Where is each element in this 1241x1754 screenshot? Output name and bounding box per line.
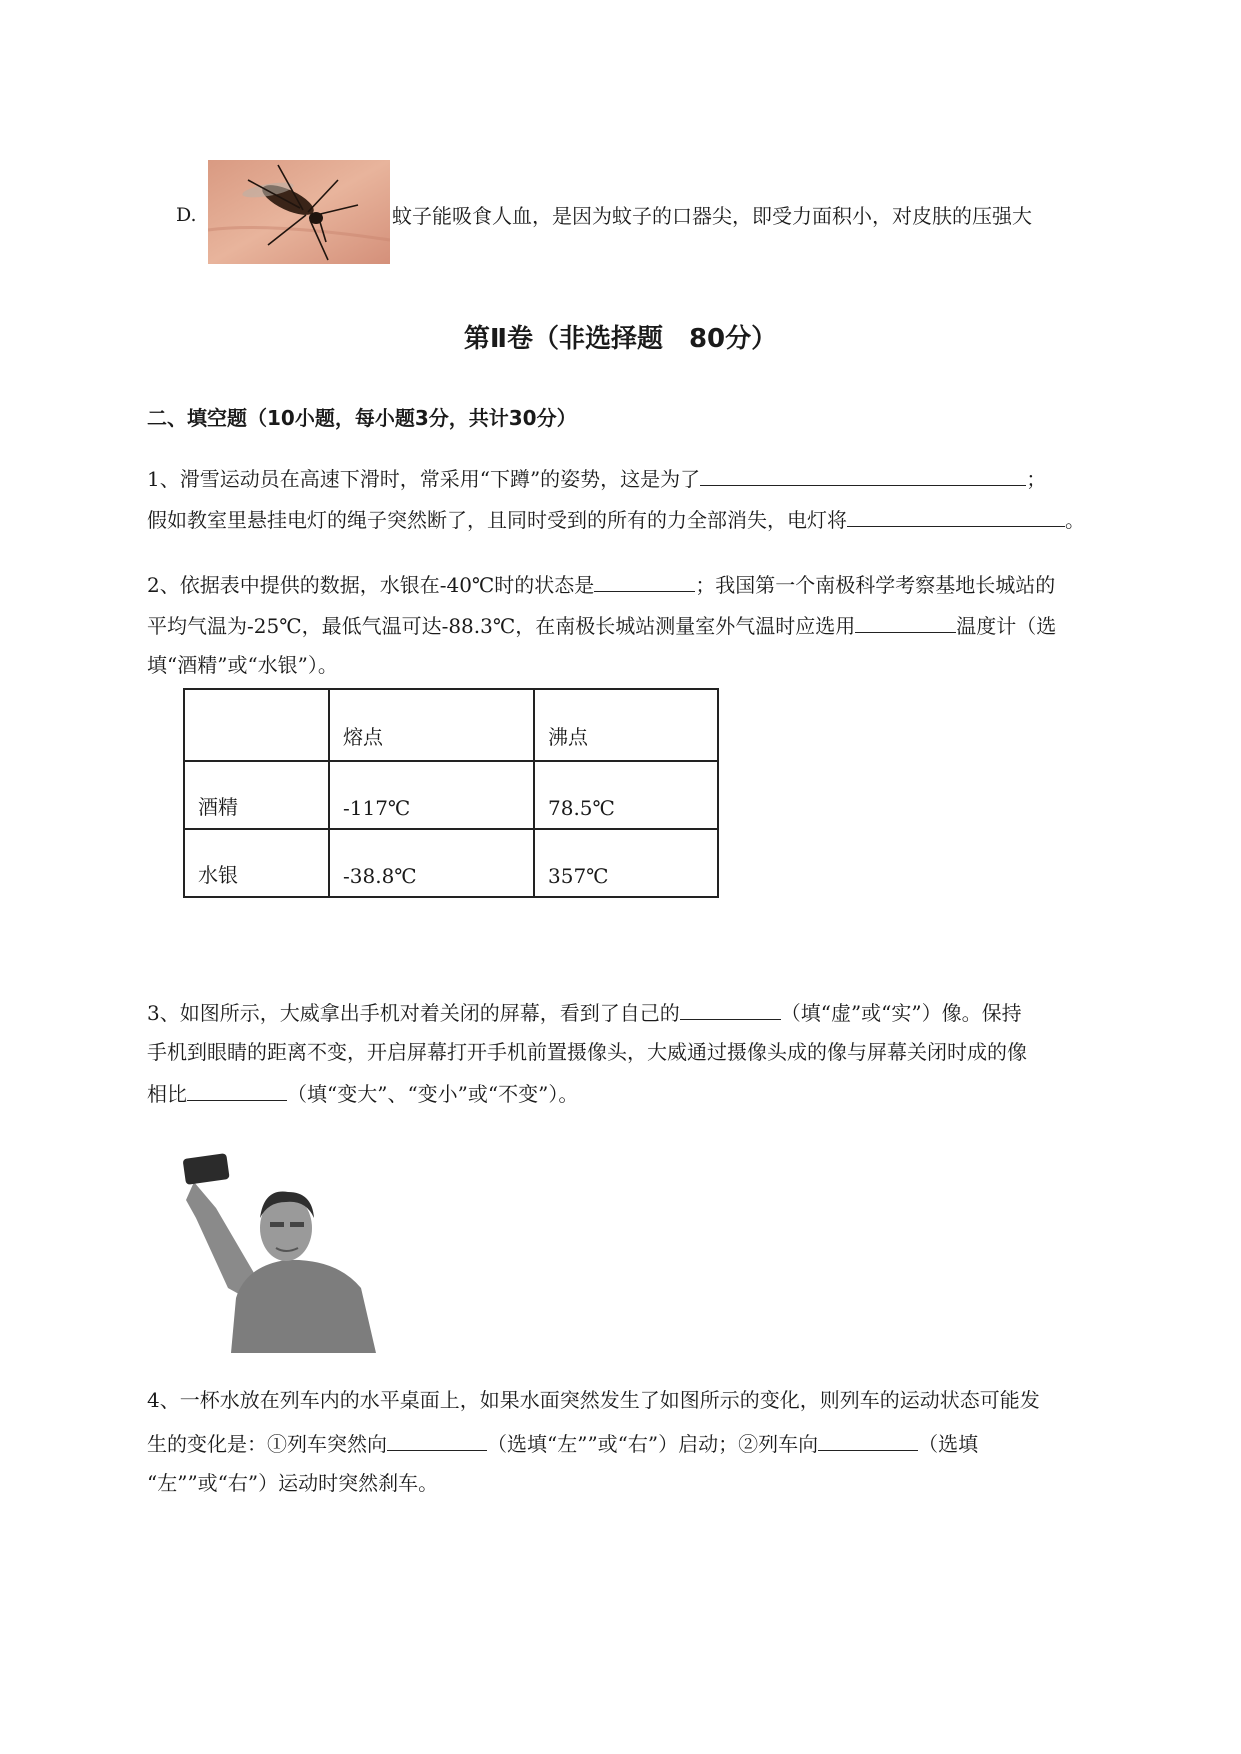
answer-blank[interactable] bbox=[855, 610, 956, 633]
question-4-line-3: “左””或“右”）运动时突然刹车。 bbox=[147, 1471, 439, 1495]
part2-title: 第Ⅱ卷（非选择题 80分） bbox=[463, 324, 778, 354]
temperature-table bbox=[183, 688, 719, 898]
question-2-line-3: 填“酒精”或“水银”）。 bbox=[147, 653, 338, 677]
answer-blank[interactable] bbox=[187, 1078, 287, 1101]
table-cell: -117℃ bbox=[329, 761, 534, 829]
answer-blank[interactable] bbox=[680, 997, 781, 1020]
question-3-line-2: 手机到眼睛的距离不变，开启屏幕打开手机前置摄像头，大威通过摄像头成的像与屏幕关闭时成的像 bbox=[147, 1040, 1027, 1064]
table-cell: 78.5℃ bbox=[534, 761, 718, 829]
mosquito-image bbox=[208, 160, 390, 264]
question-3-line-3: 相比 （填“变大”、“变小”或“不变”）。 bbox=[147, 1078, 578, 1109]
answer-blank[interactable] bbox=[387, 1428, 487, 1451]
answer-blank[interactable] bbox=[700, 463, 1026, 486]
answer-blank[interactable] bbox=[847, 504, 1065, 527]
option-d-label: D. bbox=[176, 204, 197, 226]
table-cell bbox=[184, 689, 329, 761]
table-cell: 水银 bbox=[184, 829, 329, 897]
table-cell: 熔点 bbox=[329, 689, 534, 761]
question-3-line-1: 3、如图所示，大威拿出手机对着关闭的屏幕，看到了自己的 （填“虚”或“实”）像。保持 bbox=[147, 997, 1022, 1028]
question-4-line-1: 4、一杯水放在列车内的水平桌面上，如果水面突然发生了如图所示的变化，则列车的运动状态可能发 bbox=[147, 1388, 1040, 1412]
answer-blank[interactable] bbox=[594, 569, 695, 592]
table-row bbox=[184, 761, 718, 829]
table-row bbox=[184, 829, 718, 897]
question-2-line-2: 平均气温为-25℃，最低气温可达-88.3℃，在南极长城站测量室外气温时应选用 温度计（选 bbox=[147, 610, 1056, 641]
question-1-line-2: 假如教室里悬挂电灯的绳子突然断了，且同时受到的所有的力全部消失，电灯将 。 bbox=[147, 504, 1085, 535]
table-cell: -38.8℃ bbox=[329, 829, 534, 897]
table-cell: 357℃ bbox=[534, 829, 718, 897]
section2-heading: 二、填空题（10小题，每小题3分，共计30分） bbox=[147, 406, 577, 430]
question-1-line-1: 1、滑雪运动员在高速下滑时，常采用“下蹲”的姿势，这是为了 ； bbox=[147, 463, 1046, 494]
option-d-text: 蚊子能吸食人血，是因为蚊子的口器尖，即受力面积小，对皮肤的压强大 bbox=[392, 204, 1032, 228]
table-cell: 沸点 bbox=[534, 689, 718, 761]
selfie-photo bbox=[176, 1148, 392, 1353]
answer-blank[interactable] bbox=[818, 1428, 918, 1451]
question-4-line-2: 生的变化是：①列车突然向 （选填“左””或“右”）启动；②列车向 （选填 bbox=[147, 1428, 978, 1459]
table-header-row bbox=[184, 689, 718, 761]
table-cell: 酒精 bbox=[184, 761, 329, 829]
question-2-line-1: 2、依据表中提供的数据，水银在-40℃时的状态是 ；我国第一个南极科学考察基地长城站的 bbox=[147, 569, 1055, 600]
